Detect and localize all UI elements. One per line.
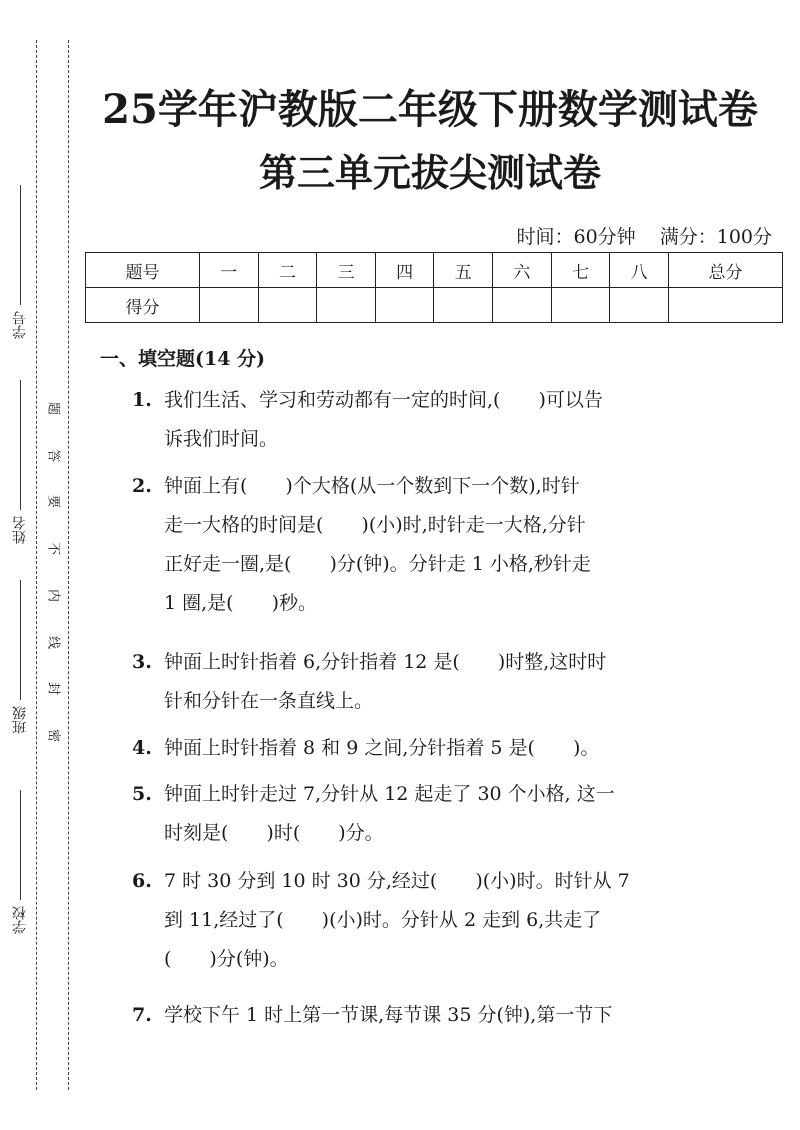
question-number: 3. (132, 651, 152, 673)
table-cell: 六 (493, 253, 552, 288)
full-score: 满分：100分 (659, 226, 772, 248)
seal-char: 题 (47, 399, 61, 414)
student-id-label: 学号 (12, 311, 28, 339)
question-line: 学校下午 1 时上第一节课,每节课 35 分(钟),第一节下 (164, 1004, 613, 1026)
school-field[interactable] (8, 790, 32, 934)
table-cell: 题号 (86, 253, 200, 288)
table-cell: 五 (434, 253, 493, 288)
section-heading: 一、填空题(14 分) (100, 348, 266, 370)
question-line: 钟面上有( )个大格(从一个数到下一个数),时针 (164, 475, 580, 497)
score-entry-cell[interactable] (551, 288, 610, 323)
page-subtitle: 第三单元拔尖测试卷 (258, 150, 601, 195)
score-table-score-row (86, 288, 783, 323)
question-line: ( )分(钟)。 (164, 948, 289, 970)
question-line: 钟面上时针指着 6,分针指着 12 是( )时整,这时时 (164, 651, 607, 673)
table-cell: 四 (375, 253, 434, 288)
question-3 (132, 643, 712, 721)
question-line: 走一大格的时间是( )(小)时,时针走一大格,分针 (164, 514, 586, 536)
exam-meta (517, 222, 773, 249)
question-number: 1. (132, 389, 152, 411)
class-field[interactable] (8, 580, 32, 734)
seal-char: 封 (47, 679, 61, 695)
question-2 (132, 467, 712, 623)
score-entry-cell[interactable] (375, 288, 434, 323)
score-table-header-row (86, 253, 783, 288)
time-limit: 时间：60分钟 (516, 226, 636, 248)
question-7 (132, 996, 712, 1035)
question-number: 4. (132, 737, 152, 759)
seal-char: 线 (47, 632, 61, 648)
table-cell: 一 (199, 253, 258, 288)
score-entry-cell[interactable] (258, 288, 317, 323)
school-label: 学校 (12, 906, 28, 934)
question-number: 7. (132, 1004, 152, 1026)
binding-dashed-line-inner (68, 40, 69, 1090)
score-entry-cell[interactable] (610, 288, 669, 323)
question-number: 6. (132, 870, 152, 892)
score-table (85, 252, 783, 323)
name-field[interactable] (8, 380, 32, 544)
score-entry-cell[interactable] (199, 288, 258, 323)
seal-char: 不 (47, 539, 61, 555)
score-entry-cell[interactable] (434, 288, 493, 323)
question-number: 2. (132, 475, 152, 497)
question-line: 时刻是( )时( )分。 (164, 822, 384, 844)
score-entry-cell[interactable] (317, 288, 376, 323)
question-line: 钟面上时针走过 7,分针从 12 起走了 30 个小格, 这一 (164, 783, 615, 805)
question-line: 正好走一圈,是( )分(钟)。分针走 1 小格,秒针走 (164, 553, 591, 575)
question-6 (132, 862, 712, 979)
seal-char: 要 (47, 492, 61, 508)
table-cell: 二 (258, 253, 317, 288)
question-line: 1 圈,是( )秒。 (164, 592, 317, 614)
question-5 (132, 775, 712, 853)
binding-dashed-line-outer (36, 40, 37, 1090)
table-cell: 得分 (86, 288, 200, 323)
question-4 (132, 729, 712, 768)
question-line: 钟面上时针指着 8 和 9 之间,分针指着 5 是( )。 (164, 737, 600, 759)
question-1 (132, 381, 712, 459)
page-title: 25学年沪教版二年级下册数学测试卷 (102, 86, 758, 133)
seal-line-notice (44, 400, 64, 740)
question-line: 7 时 30 分到 10 时 30 分,经过( )(小)时。时针从 7 (164, 870, 630, 892)
table-cell: 八 (610, 253, 669, 288)
student-id-field[interactable] (8, 185, 32, 339)
seal-char: 内 (47, 585, 61, 601)
score-entry-cell[interactable] (668, 288, 782, 323)
seal-char: 密 (47, 725, 61, 741)
score-entry-cell[interactable] (493, 288, 552, 323)
class-label: 班级 (12, 706, 28, 734)
table-cell: 七 (551, 253, 610, 288)
question-line: 我们生活、学习和劳动都有一定的时间,( )可以告 (164, 389, 603, 411)
question-line: 诉我们时间。 (164, 428, 279, 450)
question-number: 5. (132, 783, 152, 805)
question-line: 针和分针在一条直线上。 (164, 690, 374, 712)
question-line: 到 11,经过了( )(小)时。分针从 2 走到 6,共走了 (164, 909, 602, 931)
name-label: 姓名 (12, 516, 28, 544)
seal-char: 答 (47, 445, 61, 461)
table-cell: 总分 (668, 253, 782, 288)
table-cell: 三 (317, 253, 376, 288)
